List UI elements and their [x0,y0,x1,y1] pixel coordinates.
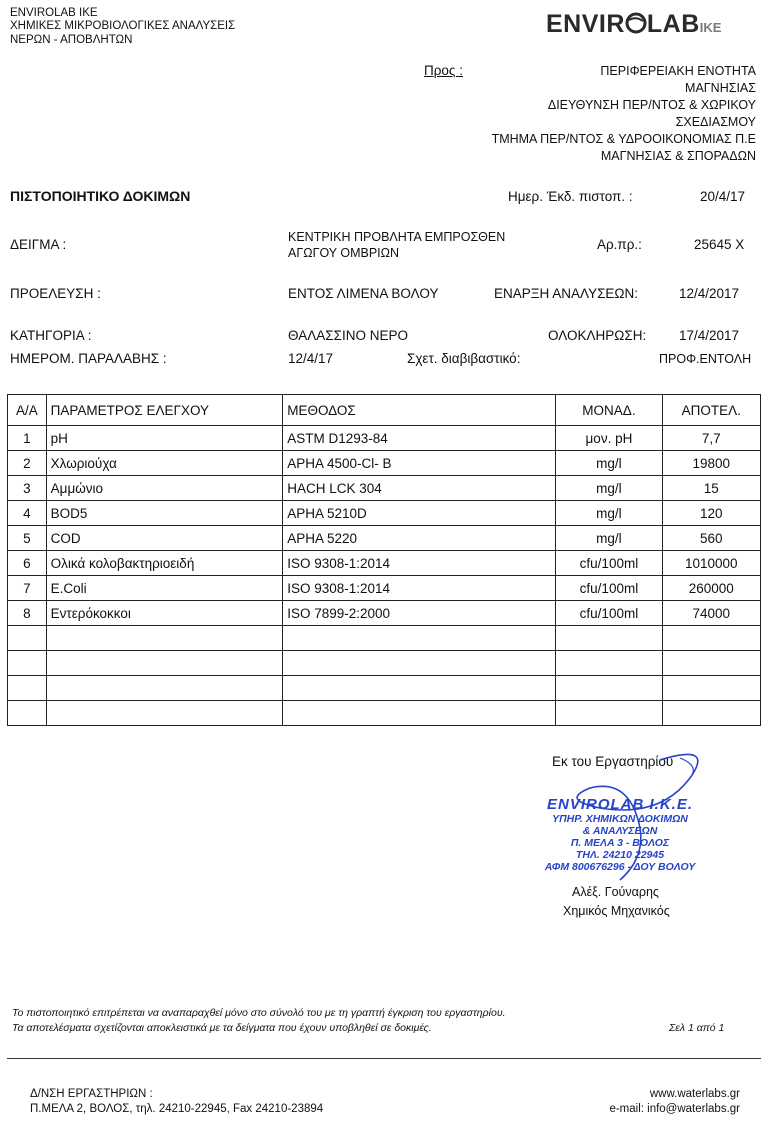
table-cell: 5 [8,526,47,551]
table-cell: E.Coli [46,576,283,601]
stamp-line: ΤΗΛ. 24210 22945 [575,849,665,861]
signatory-role: Χημικός Μηχανικός [563,904,670,918]
received-date: 12/4/17 [288,351,334,366]
company-subtitle: ΧΗΜΙΚΕΣ ΜΙΚΡΟΒΙΟΛΟΓΙΚΕΣ ΑΝΑΛΥΣΕΙΣ [10,20,236,32]
sample-label: ΔΕΙΓΜΑ : [10,237,67,252]
stamp-line: & ΑΝΑΛΥΣΕΩΝ [582,825,658,837]
table-cell: 8 [8,601,47,626]
table-cell: mg/l [556,476,662,501]
table-cell: Αμμώνιο [46,476,283,501]
column-header: ΑΠΟΤΕΛ. [662,395,760,426]
table-cell: 7,7 [662,426,760,451]
table-cell: mg/l [556,526,662,551]
table-cell: 19800 [662,451,760,476]
table-cell: μον. pH [556,426,662,451]
issue-date-label: Ημερ. Έκδ. πιστοπ. : [508,189,633,204]
column-header: Α/Α [8,395,47,426]
protocol-number: 25645 Χ [694,237,745,252]
stamp-line: ΥΠΗΡ. ΧΗΜΙΚΩΝ ΔΟΚΙΜΩΝ [552,813,688,825]
recipient-label: Προς : [424,63,463,78]
table-cell: 74000 [662,601,760,626]
origin-label: ΠΡΟΕΛΕΥΣΗ : [10,286,101,301]
company-subtitle-2: ΝΕΡΩΝ - ΑΠΟΒΛΗΤΩΝ [10,34,133,46]
table-row [8,576,761,601]
recipient-line: ΤΜΗΜΑ ΠΕΡ/ΝΤΟΣ & ΥΔΡΟΟΙΚΟΝΟΜΙΑΣ Π.Ε [491,132,756,146]
table-row [8,551,761,576]
table-cell: mg/l [556,501,662,526]
analysis-start-label: ΕΝΑΡΞΗ ΑΝΑΛΥΣΕΩΝ: [494,286,639,301]
sample-description [288,229,505,261]
reference-label: Σχετ. διαβιβαστικό: [407,351,521,366]
company-name: ENVIROLAB IKE [10,7,98,19]
note-results: Τα αποτελέσματα σχετίζονται αποκλειστικά με τα δείγματα που έχουν υποβληθεί σε δοκιμές. [12,1022,432,1034]
results-table [7,394,761,726]
table-cell: 7 [8,576,47,601]
stamp-line: Π. ΜΕΛΑ 3 - ΒΟΛΟΣ [570,837,670,849]
table-row-empty [8,626,761,651]
sample-line: ΚΕΝΤΡΙΚΗ ΠΡΟΒΛΗΤΑ ΕΜΠΡΟΣΘΕΝ [288,230,506,244]
logo-text-main: ENVIR [546,10,625,38]
table-cell: cfu/100ml [556,576,662,601]
company-logo [546,10,746,44]
footer-address-label: Δ/ΝΣΗ ΕΡΓΑΣΤΗΡΙΩΝ : [30,1088,153,1100]
table-row [8,426,761,451]
stamp-line: ΑΦΜ 800676296 - ΔΟΥ ΒΟΛΟΥ [544,861,696,873]
table-cell: pH [46,426,283,451]
analysis-start-date: 12/4/2017 [679,286,740,301]
signatory-name: Αλέξ. Γούναρης [572,885,659,899]
page-title: ΠΙΣΤΟΠΟΙΗΤΙΚΟ ΔΟΚΙΜΩΝ [10,188,191,204]
table-row-empty [8,701,761,726]
table-cell: cfu/100ml [556,601,662,626]
table-cell: 2 [8,451,47,476]
table-row-empty [8,651,761,676]
table-row [8,501,761,526]
footer-website[interactable]: www.waterlabs.gr [649,1088,740,1100]
sample-line: ΑΓΩΓΟΥ ΟΜΒΡΙΩΝ [288,246,400,260]
table-cell: ISO 9308-1:2014 [283,576,556,601]
note-reproduction: Το πιστοποιητικό επιτρέπεται να αναπαραχθεί μόνο στο σύνολό του με τη γραπτή έγκριση του εργαστηρίου. [12,1007,506,1019]
company-stamp [520,796,720,873]
table-row [8,476,761,501]
table-cell: BOD5 [46,501,283,526]
analysis-end-label: ΟΛΟΚΛΗΡΩΣΗ: [548,328,647,343]
table-cell: Ολικά κολοβακτηριοειδή [46,551,283,576]
globe-icon [625,12,647,34]
table-cell: 560 [662,526,760,551]
footer-address: Π.ΜΕΛΑ 2, ΒΟΛΟΣ, τηλ. 24210-22945, Fax 24210-23894 [30,1103,324,1115]
table-cell: 260000 [662,576,760,601]
issue-date: 20/4/17 [700,189,746,204]
signature-heading: Εκ του Εργαστηρίου [552,754,674,769]
received-label: ΗΜΕΡΟΜ. ΠΑΡΑΛΑΒΗΣ : [10,351,167,366]
page-number: Σελ 1 από 1 [669,1022,725,1034]
category-value: ΘΑΛΑΣΣΙΝΟ ΝΕΡΟ [288,328,408,343]
table-cell: ISO 9308-1:2014 [283,551,556,576]
table-cell: 3 [8,476,47,501]
table-cell: Χλωριούχα [46,451,283,476]
recipient-address [492,63,756,165]
column-header: ΜΕΘΟΔΟΣ [283,395,556,426]
table-cell: APHA 5210D [283,501,556,526]
table-cell: 4 [8,501,47,526]
table-cell: HACH LCK 304 [283,476,556,501]
column-header: ΜΟΝΑΔ. [556,395,662,426]
recipient-line: ΣΧΕΔΙΑΣΜΟΥ [675,115,756,129]
table-row-empty [8,676,761,701]
table-cell: APHA 5220 [283,526,556,551]
footer-email[interactable]: e-mail: info@waterlabs.gr [609,1103,740,1115]
recipient-line: ΠΕΡΙΦΕΡΕΙΑΚΗ ΕΝΟΤΗΤΑ [600,64,756,78]
recipient-line: ΜΑΓΝΗΣΙΑΣ & ΣΠΟΡΑΔΩΝ [600,149,756,163]
table-cell: ASTM D1293-84 [283,426,556,451]
column-header: ΠΑΡΑΜΕΤΡΟΣ ΕΛΕΓΧΟΥ [46,395,283,426]
table-cell: Εντερόκοκκοι [46,601,283,626]
table-cell: ISO 7899-2:2000 [283,601,556,626]
stamp-line: ENVIROLAB I.K.E. [546,796,693,813]
recipient-line: ΜΑΓΝΗΣΙΑΣ [685,81,756,95]
table-cell: 6 [8,551,47,576]
logo-suffix: IKE [699,20,722,35]
recipient-line: ΔΙΕΥΘΥΝΣΗ ΠΕΡ/ΝΤΟΣ & ΧΩΡΙΚΟΥ [547,98,756,112]
analysis-end-date: 17/4/2017 [679,328,740,343]
table-row [8,451,761,476]
protocol-label: Αρ.πρ.: [597,237,642,252]
table-header-row [8,395,761,426]
logo-text-lab: LAB [646,10,700,38]
table-cell: mg/l [556,451,662,476]
category-label: ΚΑΤΗΓΟΡΙΑ : [10,328,92,343]
footer-divider [7,1058,761,1059]
table-cell: cfu/100ml [556,551,662,576]
origin-value: ΕΝΤΟΣ ΛΙΜΕΝΑ ΒΟΛΟΥ [288,286,439,301]
reference-value: ΠΡΟΦ.ΕΝΤΟΛΗ [659,352,752,366]
table-cell: 1 [8,426,47,451]
table-cell: 1010000 [662,551,760,576]
table-cell: COD [46,526,283,551]
table-cell: 15 [662,476,760,501]
table-cell: 120 [662,501,760,526]
table-cell: APHA 4500-Cl- B [283,451,556,476]
table-row [8,601,761,626]
table-row [8,526,761,551]
